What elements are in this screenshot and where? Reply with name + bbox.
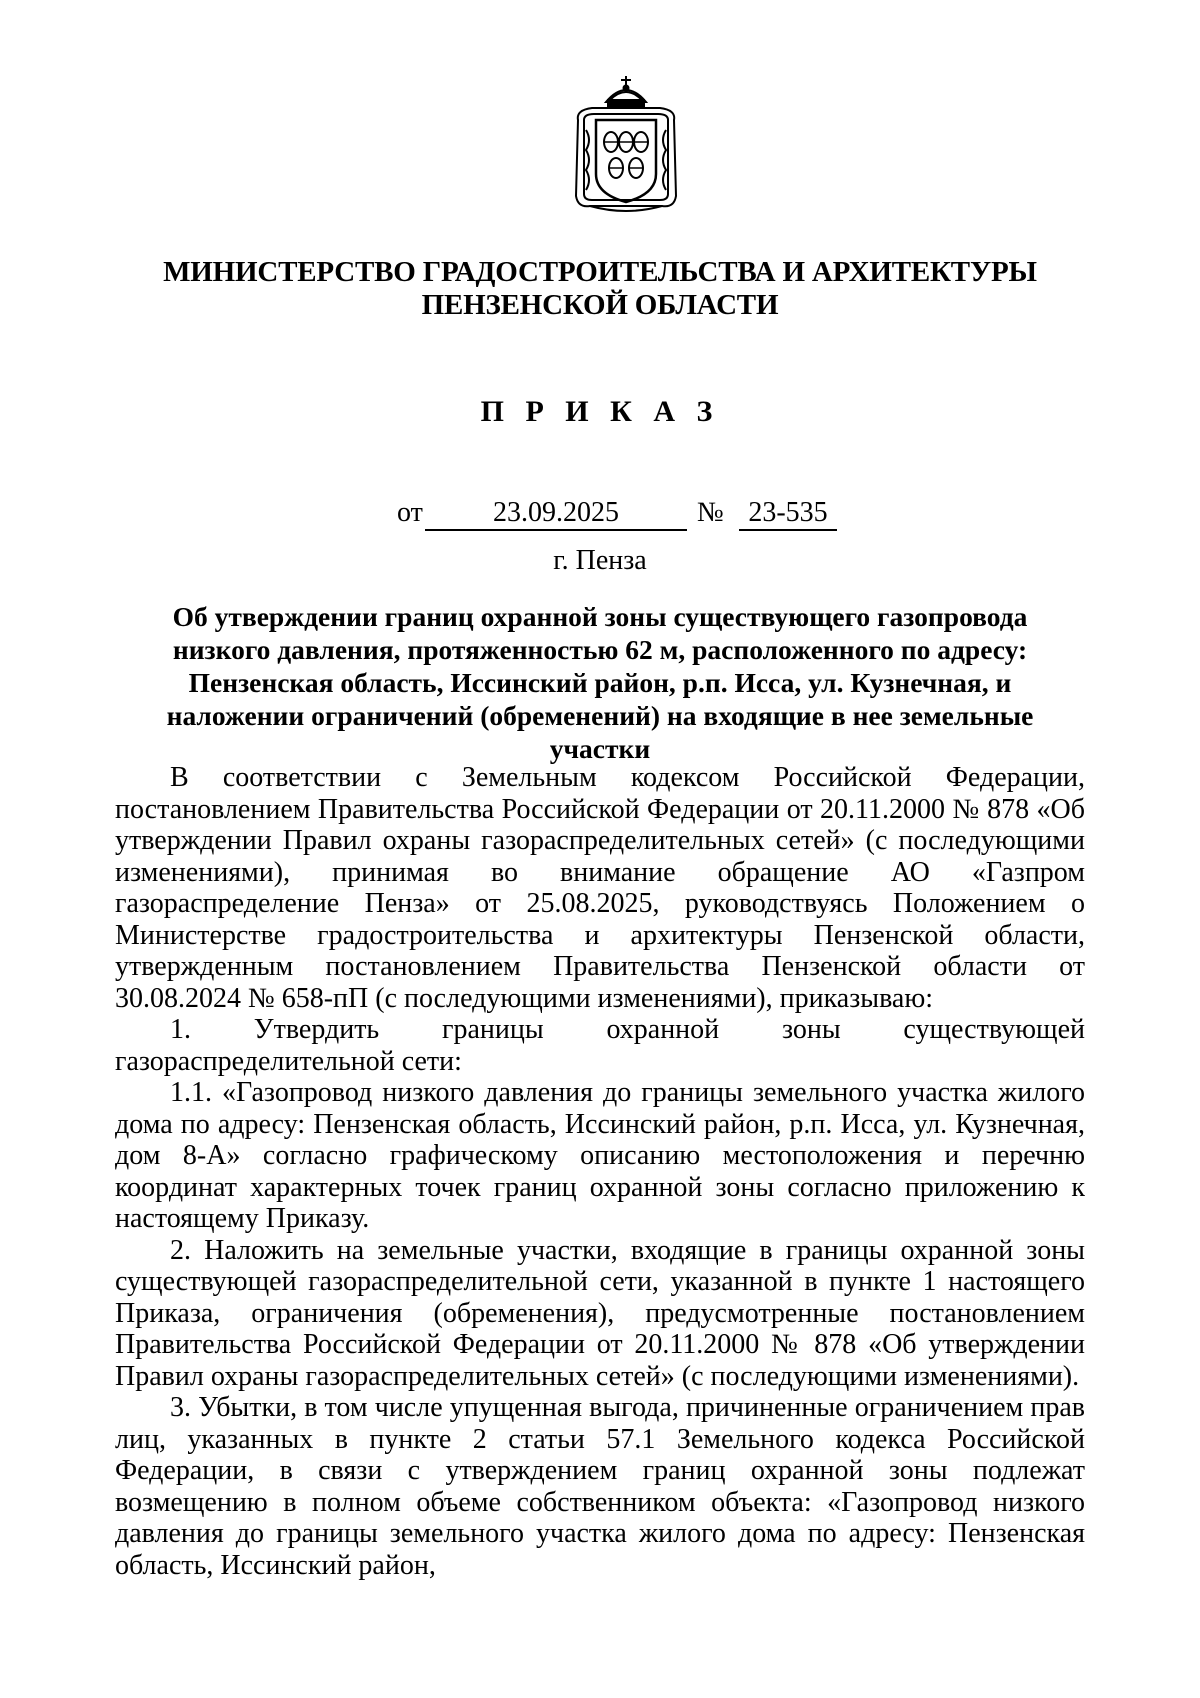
order-title: П Р И К А З xyxy=(480,395,720,428)
item-1-paragraph: 1. Утвердить границы охранной зоны существующей газораспределительной сети: xyxy=(115,1014,1085,1077)
coat-of-arms-emblem xyxy=(570,70,682,220)
city: г. Пенза xyxy=(553,545,647,576)
order-subject: Об утверждении границ охранной зоны существующего газопровода низкого давления, протяженностью 62 м, расположенного по адресу: Пензенская область, Иссинский район, р.п. Исса, ул. Кузнечная, и наложении ограничений (обременений) на входящие в нее земельные участки xyxy=(166,601,1034,764)
number-prefix: № xyxy=(697,497,724,528)
ministry-name-line1: МИНИСТЕРСТВО ГРАДОСТРОИТЕЛЬСТВА И АРХИТЕКТУРЫ xyxy=(163,256,1037,288)
preamble-paragraph: В соответствии с Земельным кодексом Российской Федерации, постановлением Правительства Российской Федерации от 20.11.2000 № 878 «Об утверждении Правил охраны газораспределительных сетей» (с последующими изменениями), принимая во внимание обращение АО «Газпром газораспределение Пенза» от 25.08.2025, руководствуясь Положением о Министерстве градостроительства и архитектуры Пензенской области, утвержденным постановлением Правительства Пензенской области от 30.08.2024 № 658-пП (с последующими изменениями), приказываю: xyxy=(115,762,1085,1014)
order-number: 23-535 xyxy=(739,497,837,531)
ministry-name xyxy=(0,256,1200,322)
item-1-1-paragraph: 1.1. «Газопровод низкого давления до границы земельного участка жилого дома по адресу: Пензенская область, Иссинский район, р.п. Исса, ул. Кузнечная, дом 8-А» согласно графическому описанию местоположения и перечню координат характерных точек границ охранной зоны согласно приложению к настоящему Приказу. xyxy=(115,1077,1085,1234)
item-2-paragraph: 2. Наложить на земельные участки, входящие в границы охранной зоны существующей газораспределительной сети, указанной в пункте 1 настоящего Приказа, ограничения (обременения), предусмотренные постановлением Правительства Российской Федерации от 20.11.2000 № 878 «Об утверждении Правил охраны газораспределительных сетей» (с последующими изменениями). xyxy=(115,1234,1085,1392)
date-prefix: от xyxy=(397,497,423,528)
item-3-paragraph: 3. Убытки, в том числе упущенная выгода, причиненные ограничением прав лиц, указанных в пункте 2 статьи 57.1 Земельного кодекса Российской Федерации, в связи с утверждением границ охранной зоны подлежат возмещению в полном объеме собственником объекта: «Газопровод низкого давления до границы земельного участка жилого дома по адресу: Пензенская область, Иссинский район, xyxy=(115,1392,1085,1581)
order-body xyxy=(115,762,1085,1581)
order-date: 23.09.2025 xyxy=(425,497,687,531)
ministry-name-line2: ПЕНЗЕНСКОЙ ОБЛАСТИ xyxy=(421,289,779,321)
